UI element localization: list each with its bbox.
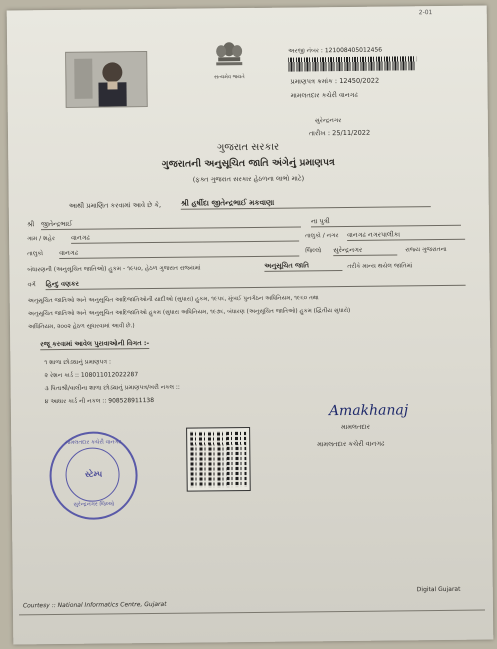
law-text-3: અધિનિયમ, ૨૦૦૨ હેઠળ સુધારવામાં આવી છે.) <box>27 323 135 331</box>
footer-divider <box>19 610 485 616</box>
taluka-label: તાલુકો / નગર <box>305 232 339 240</box>
qr-code <box>187 428 250 491</box>
evidence-item: ૩ પિતાશ્રી/વાલીના શાળા છોડ્યાનું પ્રમાણપત્ર/ખરી નકલ :: <box>44 383 180 393</box>
certificate-title: ગુજરાતની અનુસૂચિત જાતિ અંગેનું પ્રમાણપત્ર <box>161 157 335 170</box>
top-mark: 2-01 <box>418 9 433 17</box>
caste-category: અનુસૂચિત જાતિ <box>264 261 342 272</box>
evidence-item: ૨ રેશન કાર્ડ :: 108011012022287 <box>44 371 139 380</box>
district2-value: સુરેન્દ્રનગર <box>333 245 397 256</box>
seal-bottom-text: સુરેન્દ્રનગર જિલ્લો <box>73 501 115 508</box>
evidence-heading: રજૂ કરવામાં આવેલ પુરાવાઓની વિગત :- <box>40 339 150 349</box>
date-row <box>309 129 370 139</box>
taluka-value: વાનગઢ નગરપાલીકા <box>347 230 465 241</box>
emblem-icon <box>212 40 246 70</box>
govt-title: ગુજરાત સરકાર <box>217 141 280 154</box>
certify-prefix: આથી પ્રમાણિત કરવામાં આવે છે કે, <box>68 200 162 210</box>
date-label: તારીખ : <box>308 129 331 138</box>
caste-name-label: વર્ગ <box>27 281 36 289</box>
application-number: અરજી નંબર : 121008405012456 <box>288 46 383 55</box>
place: સુરેન્દ્રનગર <box>314 117 342 125</box>
evidence-item: ૪ આધાર કાર્ડ ની નકલ :: 908528911138 <box>44 397 155 406</box>
evidence-item: ૧ શાળા છોડ્યાનું પ્રમાણપત્ર : <box>44 358 112 367</box>
date-value: 25/11/2022 <box>332 128 371 138</box>
signatory-office: મામલતદાર કચેરી વાનગઢ <box>317 439 385 449</box>
caste-name: હિન્દુ વણકર <box>46 276 466 290</box>
certificate-no: 12450/2022 <box>339 76 380 86</box>
emblem-caption: સત્યમેવ જયતે <box>214 74 245 81</box>
certificate-subtitle: (ફક્ત ગુજરાત સરકાર હેઠળના લાભો માટે) <box>192 174 305 184</box>
ashoka-emblem <box>212 40 246 81</box>
law-text-1: અનુસૂચિત જાતિઓ અને અનુસૂચિત આદિજાતિઓની યાદીઓ (સુધારા) હુકમ, ૧૯૫૬, મુંબઈ પુનર્ગઠન અધિનિયમ, ૧૯૬૦ તથા <box>27 295 319 305</box>
issuer-office: મામલતદાર કચેરી વાનગઢ <box>290 90 358 100</box>
district2-label: જિલ્લો <box>305 247 322 255</box>
district-value: વાનગઢ <box>59 246 299 259</box>
village-label: ગામ / શહેર <box>27 235 56 243</box>
official-seal <box>49 431 138 520</box>
photo-icon <box>66 52 147 107</box>
village-value: વાનગઢ <box>71 231 299 243</box>
signatory-title: મામલતદાર <box>341 422 371 432</box>
certificate-no-row <box>290 77 379 87</box>
signature: Amakhanaj <box>328 402 409 420</box>
caste-suffix: તરીકે માન્ય થયેલ જાતિમાં <box>347 262 413 270</box>
barcode <box>288 56 416 71</box>
footer-courtesy: Courtesy :: National Informatics Centre, Gujarat <box>22 600 167 610</box>
caste-line: બંધારણની (અનુસૂચિત જાતિઓ) હુકમ - ૧૯૫૦, હેઠળ ગુજરાત રાજ્યમાં <box>27 264 201 274</box>
district-label: તાલુકો <box>27 250 44 258</box>
applicant-name: શ્રી હર્ષીદા જીતેન્દ્રભાઈ મકવાણા <box>181 196 431 210</box>
certificate-no-label: પ્રમાણપત્ર ક્રમાંક : <box>290 77 338 86</box>
relation: ના પુત્રી <box>311 216 461 228</box>
law-text-2: અનુસૂચિત જાતિઓ અને અનુસૂચિત આદિજાતિઓ હુકમ (સુધારા અધિનિયમ, ૧૯૭૬, બંધારણ (અનુસૂચિત જાતિઓ) હુકમ (દ્વિતીય સુધારો) <box>27 307 351 318</box>
father-name: જીતેન્દ્રભાઈ <box>41 217 301 230</box>
applicant-photo <box>65 51 148 108</box>
seal-outer-text: મામલતદાર કચેરી વાનગઢ <box>65 439 122 446</box>
state-label: રાજ્ય ગુજરાતના <box>405 245 447 254</box>
footer-brand: Digital Gujarat <box>416 585 461 594</box>
seal-center-text: સ્ટેમ્પ <box>84 469 103 479</box>
father-label: શ્રી <box>26 220 35 229</box>
certificate-page <box>7 6 494 645</box>
